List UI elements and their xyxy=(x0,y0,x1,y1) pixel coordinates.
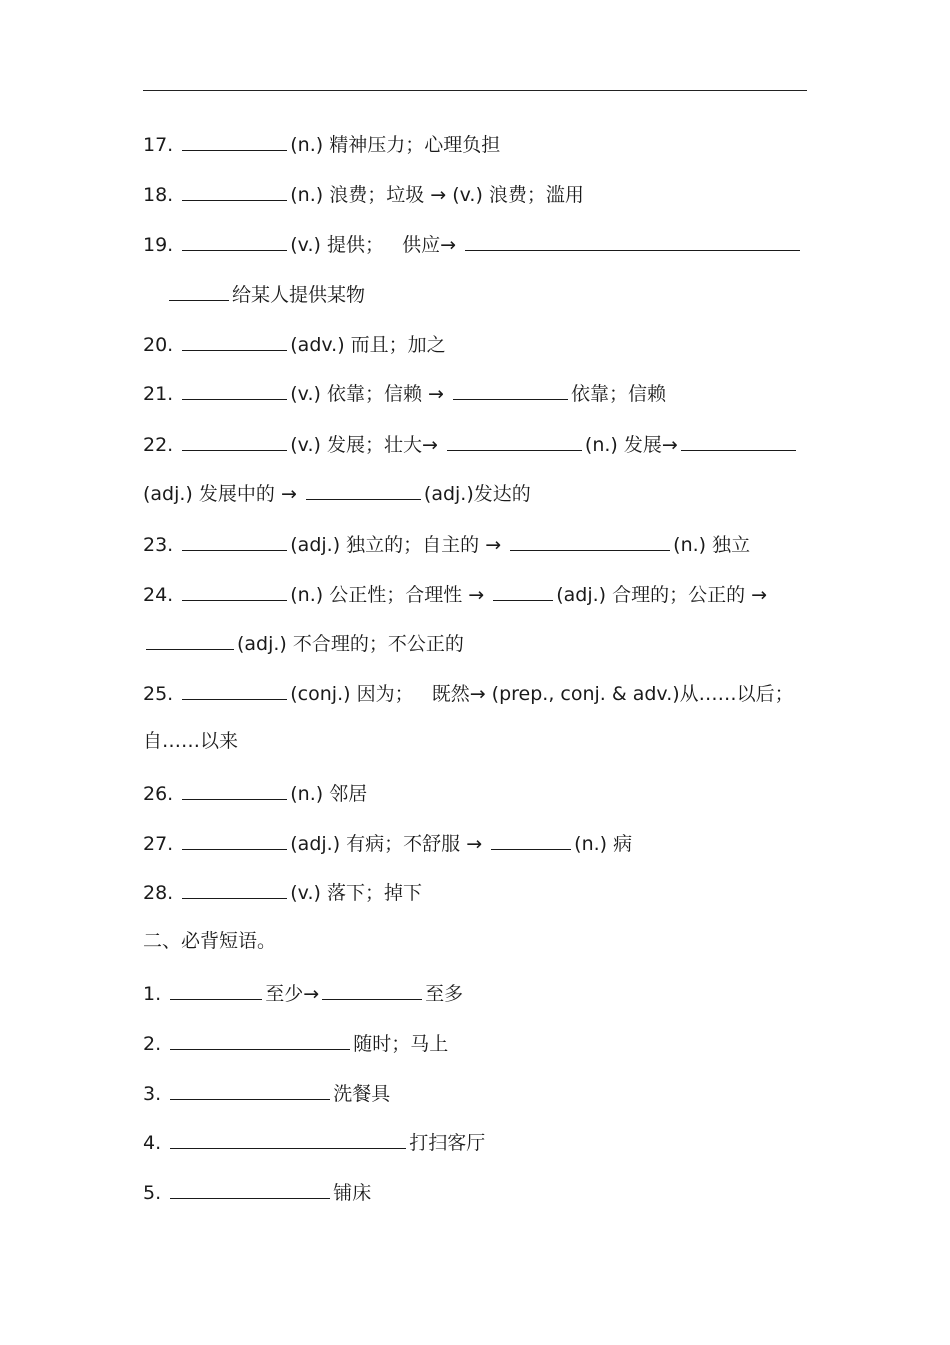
vocab-item-23 xyxy=(143,532,750,557)
part-of-speech: (n.) xyxy=(290,134,324,156)
part-of-speech: (conj.) xyxy=(290,683,351,705)
meaning: 不合理的；不公正的 xyxy=(286,633,464,655)
answer-blank[interactable] xyxy=(182,232,287,251)
vocab-item-19-cont xyxy=(166,282,365,307)
meaning: 合理的；公正的 → xyxy=(606,584,768,606)
vocab-item-25 xyxy=(143,681,794,706)
meaning: 公正性；合理性 → xyxy=(323,584,491,606)
item-number: 25. xyxy=(143,683,174,705)
meaning: 随时；马上 xyxy=(353,1033,449,1055)
phrase-item-1 xyxy=(143,981,463,1006)
item-number: 26. xyxy=(143,783,174,805)
answer-blank[interactable] xyxy=(182,831,287,850)
vocab-item-19 xyxy=(143,232,803,257)
part-of-speech: (n.) xyxy=(290,783,324,805)
answer-blank[interactable] xyxy=(182,132,287,151)
answer-blank[interactable] xyxy=(182,781,287,800)
header-rule xyxy=(143,90,807,91)
answer-blank[interactable] xyxy=(182,332,287,351)
item-number: 23. xyxy=(143,534,174,556)
item-number: 3. xyxy=(143,1083,162,1105)
answer-blank[interactable] xyxy=(447,432,582,451)
answer-blank[interactable] xyxy=(306,481,421,500)
answer-blank[interactable] xyxy=(169,282,229,301)
answer-blank[interactable] xyxy=(493,582,553,601)
vocab-item-24-cont xyxy=(143,631,464,656)
item-number: 20. xyxy=(143,334,174,356)
meaning: 提供； 供应→ xyxy=(320,234,463,256)
answer-blank[interactable] xyxy=(170,981,262,1000)
phrase-item-2 xyxy=(143,1031,448,1056)
item-number: 24. xyxy=(143,584,174,606)
part-of-speech: (n.) xyxy=(673,534,707,556)
answer-blank[interactable] xyxy=(182,381,287,400)
meaning: 从……以后； xyxy=(679,683,794,705)
answer-blank[interactable] xyxy=(465,232,800,251)
part-of-speech: (n.) xyxy=(574,833,608,855)
answer-blank[interactable] xyxy=(322,981,422,1000)
answer-blank[interactable] xyxy=(453,381,568,400)
item-number: 18. xyxy=(143,184,174,206)
item-number: 19. xyxy=(143,234,174,256)
meaning: 有病；不舒服 → xyxy=(340,833,489,855)
section-title: 二、必背短语。 xyxy=(143,930,277,952)
answer-blank[interactable] xyxy=(681,432,796,451)
item-number: 4. xyxy=(143,1132,162,1154)
part-of-speech: (n.) xyxy=(584,434,618,456)
vocab-item-21 xyxy=(143,381,666,406)
part-of-speech: (n.) xyxy=(290,184,324,206)
part-of-speech: (v.) xyxy=(290,234,321,256)
meaning: 给某人提供某物 xyxy=(232,284,366,306)
meaning: 依靠；信赖 → xyxy=(320,383,450,405)
answer-blank[interactable] xyxy=(491,831,571,850)
part-of-speech: (adv.) xyxy=(290,334,345,356)
answer-blank[interactable] xyxy=(182,182,287,201)
answer-blank[interactable] xyxy=(182,432,287,451)
vocab-item-27 xyxy=(143,831,632,856)
meaning: 至多 xyxy=(425,983,464,1005)
item-number: 5. xyxy=(143,1182,162,1204)
vocab-item-18 xyxy=(143,182,584,207)
item-number: 21. xyxy=(143,383,174,405)
item-number: 27. xyxy=(143,833,174,855)
meaning: 而且；加之 xyxy=(344,334,446,356)
answer-blank[interactable] xyxy=(182,532,287,551)
meaning: 发展中的 → xyxy=(192,483,303,505)
meaning: 独立 xyxy=(706,534,751,556)
answer-blank[interactable] xyxy=(182,880,287,899)
item-number: 2. xyxy=(143,1033,162,1055)
phrase-item-5 xyxy=(143,1180,371,1205)
meaning: 至少→ xyxy=(265,983,320,1005)
item-number: 28. xyxy=(143,882,174,904)
answer-blank[interactable] xyxy=(146,631,234,650)
meaning: 因为； 既然→ xyxy=(350,683,492,705)
vocab-item-26 xyxy=(143,781,367,806)
answer-blank[interactable] xyxy=(510,532,670,551)
part-of-speech: (n.) xyxy=(290,584,324,606)
part-of-speech: (v.) xyxy=(452,184,483,206)
part-of-speech: (v.) xyxy=(290,882,321,904)
part-of-speech: (adj.) xyxy=(237,633,287,655)
item-number: 22. xyxy=(143,434,174,456)
item-number: 1. xyxy=(143,983,162,1005)
meaning: 浪费；垃圾 → xyxy=(323,184,453,206)
meaning: 落下；掉下 xyxy=(320,882,422,904)
meaning: 洗餐具 xyxy=(333,1083,391,1105)
meaning: 病 xyxy=(607,833,633,855)
vocab-item-20 xyxy=(143,332,446,357)
phrase-item-3 xyxy=(143,1081,390,1106)
answer-blank[interactable] xyxy=(170,1180,330,1199)
part-of-speech: (adj.) xyxy=(290,833,341,855)
meaning: 发展；壮大→ xyxy=(320,434,444,456)
answer-blank[interactable] xyxy=(170,1081,330,1100)
answer-blank[interactable] xyxy=(182,582,287,601)
item-number: 17. xyxy=(143,134,174,156)
meaning: 发展→ xyxy=(617,434,678,456)
meaning: 独立的；自主的 → xyxy=(340,534,508,556)
vocab-item-25-cont xyxy=(143,729,238,753)
meaning: 精神压力；心理负担 xyxy=(323,134,501,156)
meaning: (adj.)发达的 xyxy=(423,483,531,505)
part-of-speech: (v.) xyxy=(290,434,321,456)
part-of-speech: (adj.) xyxy=(290,534,341,556)
part-of-speech: (v.) xyxy=(290,383,321,405)
part-of-speech: (prep., conj. & adv.) xyxy=(491,683,680,705)
vocab-item-17 xyxy=(143,132,500,157)
meaning: 铺床 xyxy=(333,1182,372,1204)
meaning: 浪费；滥用 xyxy=(482,184,584,206)
meaning: 依靠；信赖 xyxy=(570,383,666,405)
meaning: 打扫客厅 xyxy=(409,1132,486,1154)
vocab-item-24 xyxy=(143,582,767,607)
part-of-speech: (adj.) xyxy=(143,483,193,505)
answer-blank[interactable] xyxy=(170,1130,406,1149)
answer-blank[interactable] xyxy=(170,1031,350,1050)
meaning: 自……以来 xyxy=(143,730,239,752)
vocab-item-22 xyxy=(143,432,799,457)
phrase-item-4 xyxy=(143,1130,485,1155)
vocab-item-22-cont xyxy=(143,481,531,506)
meaning: 邻居 xyxy=(323,783,368,805)
answer-blank[interactable] xyxy=(182,681,287,700)
part-of-speech: (adj.) xyxy=(556,584,607,606)
vocab-item-28 xyxy=(143,880,422,905)
